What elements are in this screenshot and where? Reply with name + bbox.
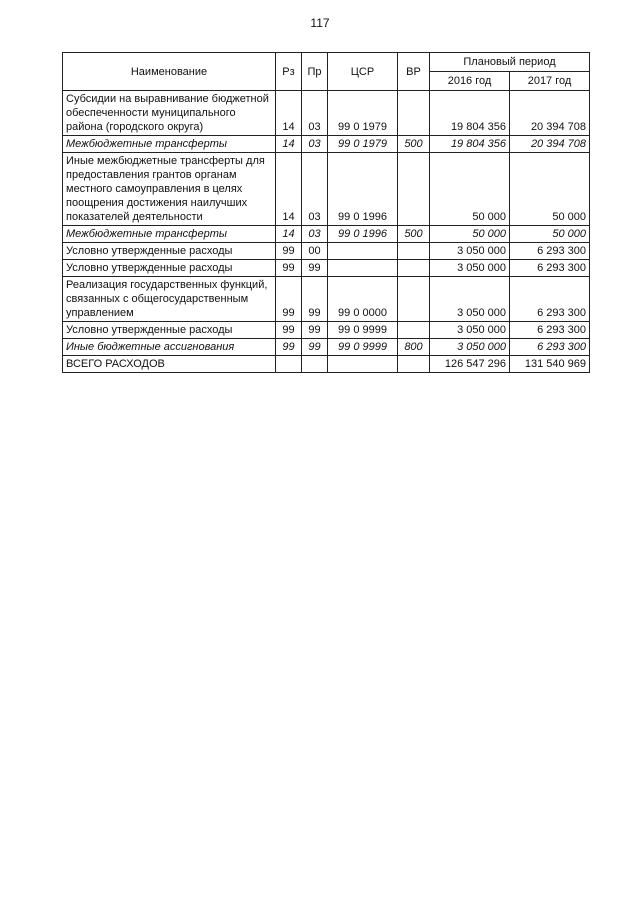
row-pr: 00 [302,243,328,260]
row-vr: 800 [398,339,430,356]
row-rz: 99 [276,260,302,277]
row-2017: 6 293 300 [510,243,590,260]
header-year-2016: 2016 год [430,72,510,91]
header-planning-period: Плановый период [430,53,590,72]
row-csr [328,243,398,260]
row-2016: 3 050 000 [430,322,510,339]
table-row [63,277,590,322]
page-number: 117 [310,16,330,30]
row-pr [302,356,328,373]
row-rz [276,356,302,373]
row-2016: 3 050 000 [430,339,510,356]
row-vr: 500 [398,136,430,153]
row-csr: 99 0 9999 [328,322,398,339]
table-row [63,322,590,339]
row-2017: 20 394 708 [510,91,590,136]
row-vr [398,153,430,226]
row-csr [328,356,398,373]
header-rz: Рз [276,53,302,91]
row-pr: 03 [302,136,328,153]
header-pr: Пр [302,53,328,91]
table-row [63,260,590,277]
budget-table [62,52,590,373]
total-2017: 131 540 969 [510,356,590,373]
row-rz: 14 [276,153,302,226]
row-rz: 14 [276,91,302,136]
row-rz: 14 [276,136,302,153]
row-2017: 50 000 [510,226,590,243]
total-label: ВСЕГО РАСХОДОВ [63,356,276,373]
row-2017: 50 000 [510,153,590,226]
row-csr: 99 0 9999 [328,339,398,356]
row-pr: 99 [302,260,328,277]
row-vr [398,322,430,339]
row-2016: 19 804 356 [430,136,510,153]
row-vr [398,260,430,277]
row-2017: 20 394 708 [510,136,590,153]
row-rz: 14 [276,226,302,243]
row-vr [398,277,430,322]
header-vr: ВР [398,53,430,91]
row-csr: 99 0 1979 [328,91,398,136]
row-pr: 99 [302,277,328,322]
total-2016: 126 547 296 [430,356,510,373]
table-row [63,153,590,226]
row-csr: 99 0 1996 [328,226,398,243]
row-name: Иные межбюджетные трансферты для предоставления грантов органам местного самоуправления в целях поощрения достижения наилучших показателей деятельности [63,153,276,226]
table-row [63,243,590,260]
table-row [63,339,590,356]
row-pr: 03 [302,226,328,243]
header-name: Наименование [63,53,276,91]
row-2017: 6 293 300 [510,322,590,339]
row-name: Условно утвержденные расходы [63,243,276,260]
row-pr: 03 [302,153,328,226]
row-name: Субсидии на выравнивание бюджетной обеспеченности муниципального района (городского округа) [63,91,276,136]
total-row [63,356,590,373]
row-2016: 50 000 [430,153,510,226]
row-2017: 6 293 300 [510,260,590,277]
table-row [63,136,590,153]
row-csr: 99 0 1996 [328,153,398,226]
row-2017: 6 293 300 [510,339,590,356]
row-vr [398,91,430,136]
row-vr [398,243,430,260]
row-name: Межбюджетные трансферты [63,226,276,243]
row-csr [328,260,398,277]
row-rz: 99 [276,322,302,339]
row-name: Иные бюджетные ассигнования [63,339,276,356]
row-vr [398,356,430,373]
row-pr: 03 [302,91,328,136]
row-rz: 99 [276,339,302,356]
row-2016: 50 000 [430,226,510,243]
row-csr: 99 0 0000 [328,277,398,322]
row-2016: 3 050 000 [430,277,510,322]
row-pr: 99 [302,322,328,339]
header-year-2017: 2017 год [510,72,590,91]
table-row [63,226,590,243]
row-rz: 99 [276,277,302,322]
header-csr: ЦСР [328,53,398,91]
row-name: Условно утвержденные расходы [63,322,276,339]
row-2016: 3 050 000 [430,260,510,277]
row-csr: 99 0 1979 [328,136,398,153]
row-name: Условно утвержденные расходы [63,260,276,277]
row-name: Реализация государственных функций, связанных с общегосударственным управлением [63,277,276,322]
row-name: Межбюджетные трансферты [63,136,276,153]
row-2017: 6 293 300 [510,277,590,322]
row-pr: 99 [302,339,328,356]
table-row [63,91,590,136]
row-rz: 99 [276,243,302,260]
row-vr: 500 [398,226,430,243]
row-2016: 19 804 356 [430,91,510,136]
row-2016: 3 050 000 [430,243,510,260]
